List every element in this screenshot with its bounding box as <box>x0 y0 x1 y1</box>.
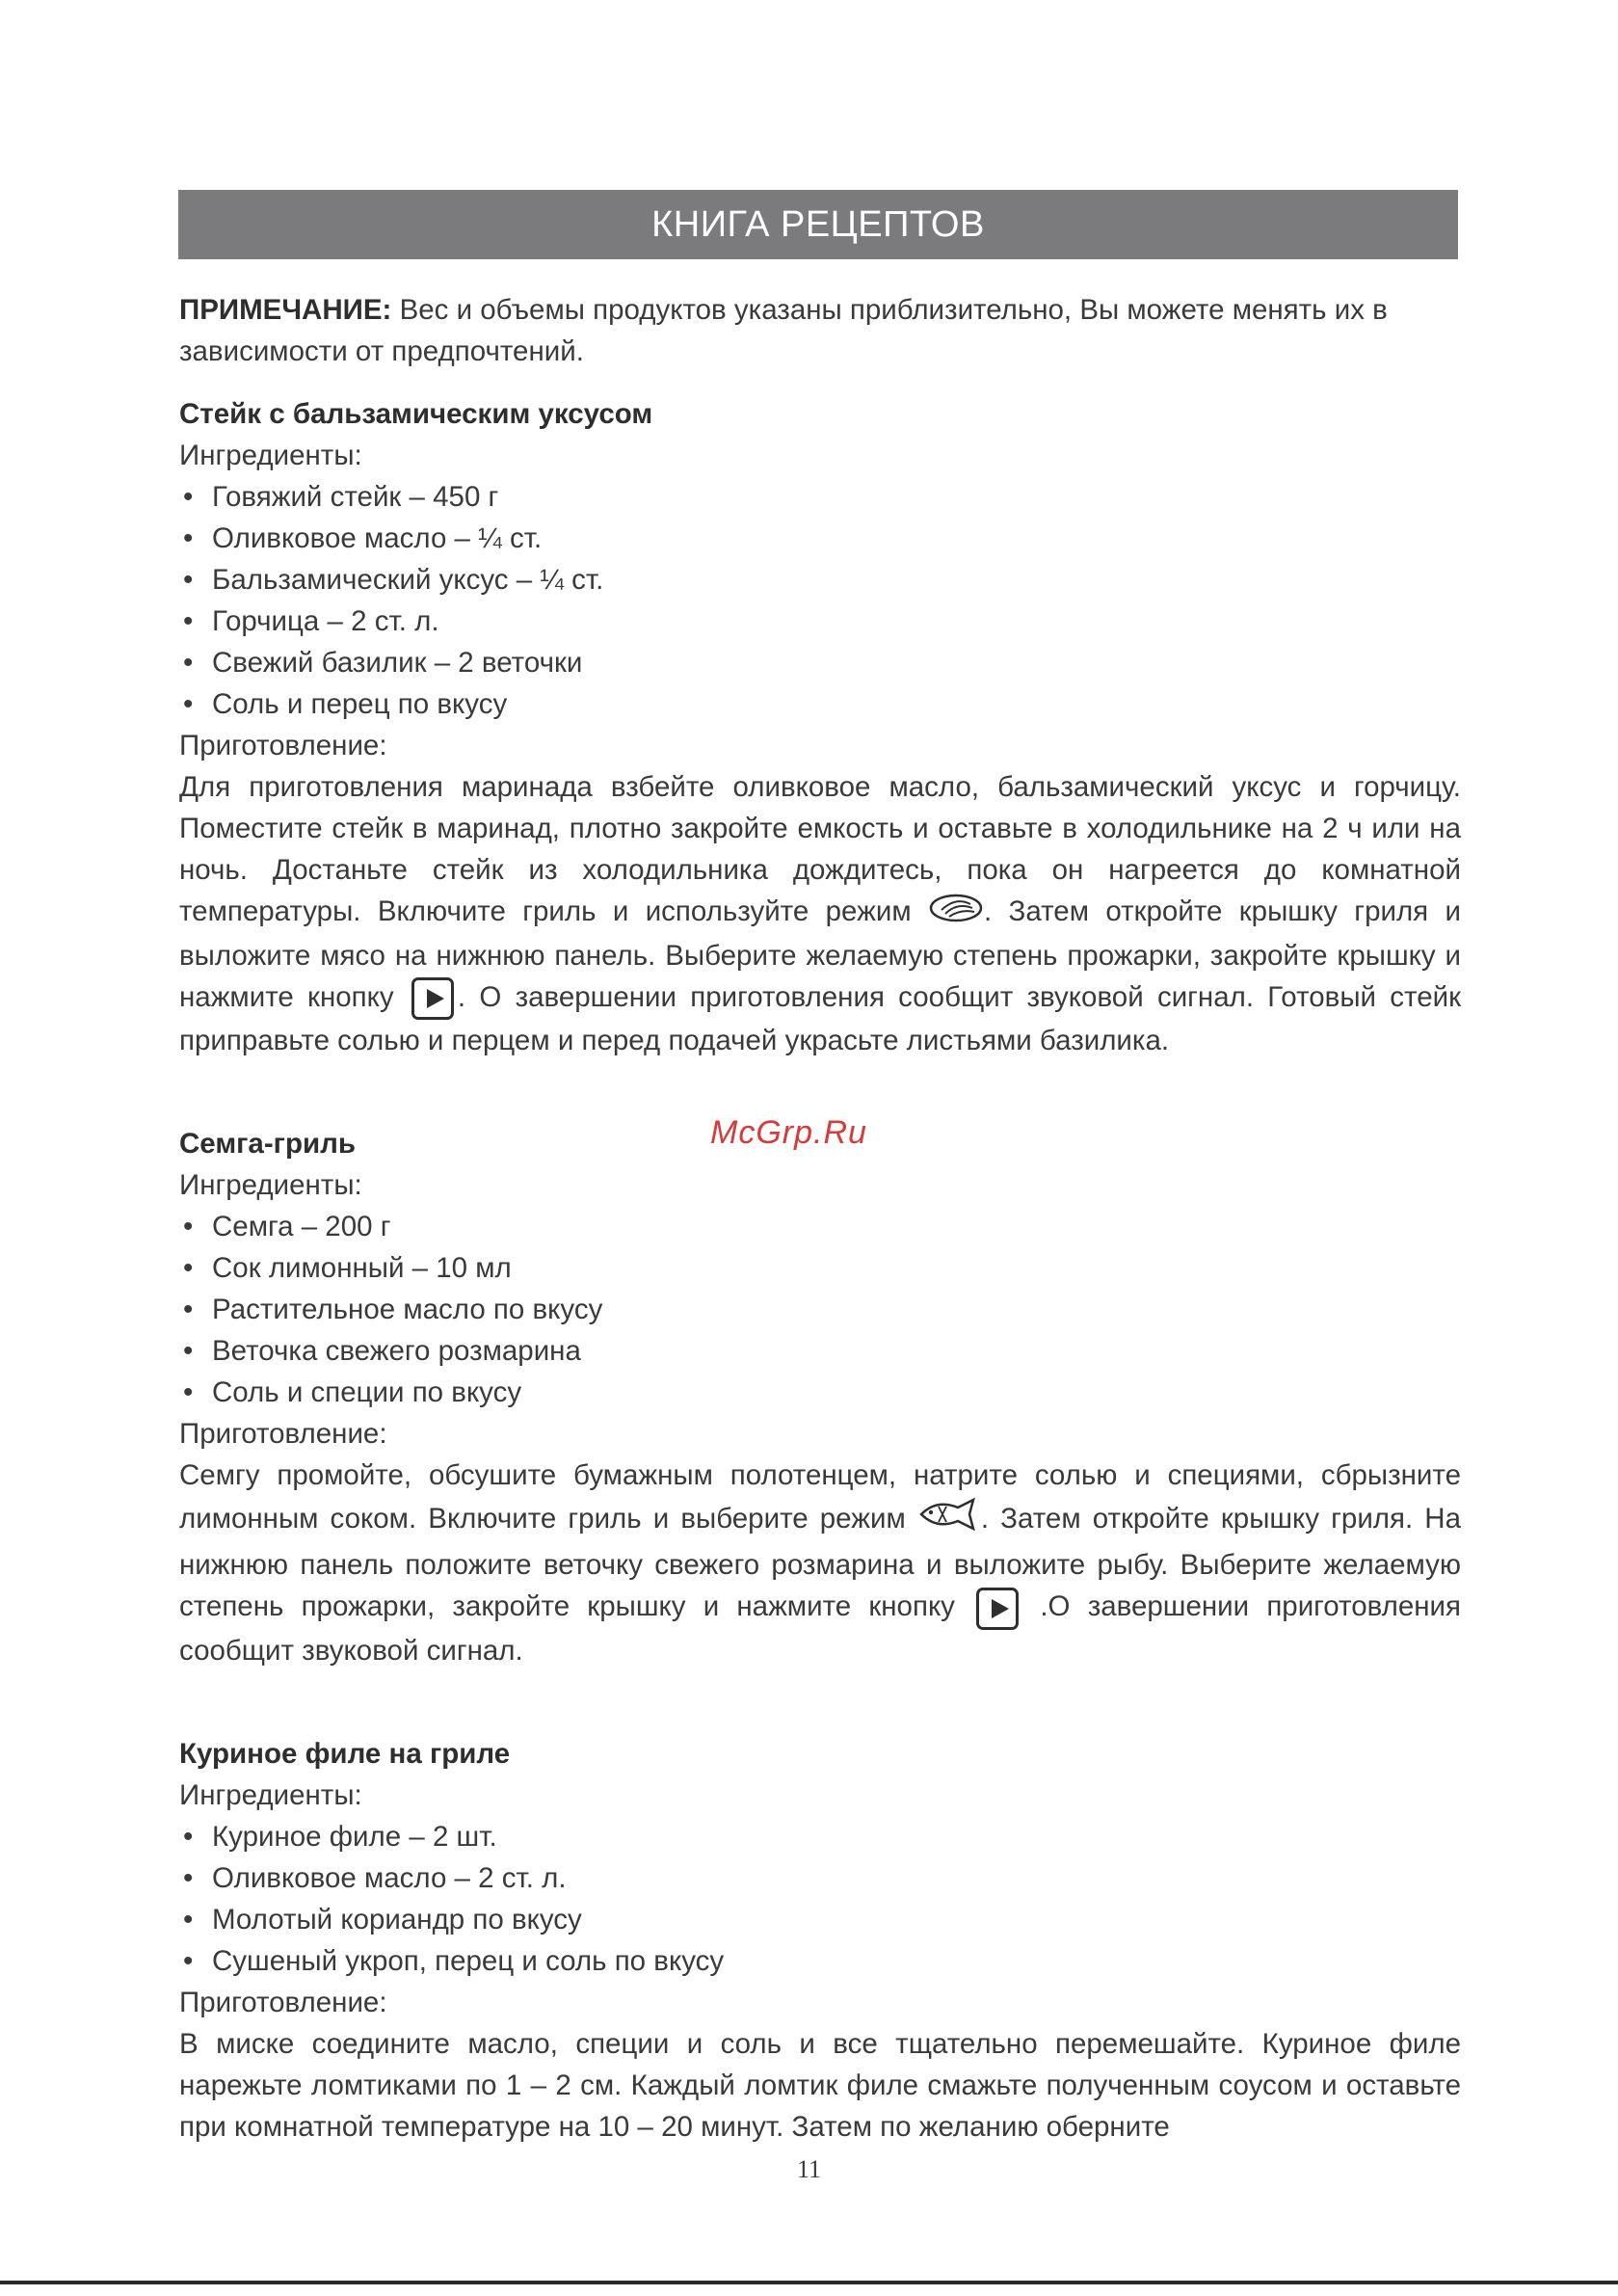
recipe-title: Стейк с бальзамическим уксусом <box>179 398 653 430</box>
recipe-content <box>179 289 1461 2148</box>
recipe-title: Семга-гриль <box>179 1128 356 1161</box>
prep-text-part: В миске соедините масло, специи и соль и все тщательно перемешайте. Куриное филе нарежьте ломтиками по 1 – 2 см. Каждый ломтик филе смажьте полученным соусом и оставьте при комнатной температуре на 10 – 20 минут. Затем по желанию оберните <box>179 2027 1461 2143</box>
list-item: • Молотый кориандр по вкусу <box>179 1899 1461 1940</box>
fish-icon <box>917 1496 981 1544</box>
recipe-title: Куриное филе на гриле <box>179 1737 511 1770</box>
prep-text-part: Семгу промойте, обсушите бумажным полотенцем, натрите солью и специями, сбрызните лимонным соком. Включите гриль и выберите режим <box>179 1459 1461 1535</box>
ingredients-list <box>179 476 1461 725</box>
prep-text-part: Для приготовления маринада взбейте оливковое масло, бальзамический уксус и горчицу. Поместите стейк в маринад, плотно закройте емкость и оставьте в холодильнике на 2 ч или на ночь. Достаньте стейк из холодильника дождитесь, пока он нагреется до комнатной температуры. Включите гриль и используйте режим <box>179 771 1461 927</box>
prep-text <box>179 2023 1461 2148</box>
ingredients-label: Ингредиенты: <box>179 1169 362 1202</box>
prep-text <box>179 766 1461 1061</box>
prep-text-part: . Затем откройте крышку гриля и выложите мясо на нижнюю панель. Выберите желаемую степень прожарки, закройте крышку и нажмите кнопку <box>179 895 1461 1014</box>
list-item: • Горчица – 2 ст. л. <box>179 601 1461 642</box>
list-item: • Веточка свежего розмарина <box>179 1330 1461 1372</box>
ingredients-label: Ингредиенты: <box>179 1778 362 1811</box>
prep-text <box>179 1455 1461 1670</box>
prep-label: Приготовление: <box>179 730 387 761</box>
list-item: • Семга – 200 г <box>179 1206 1461 1247</box>
recipe-steak <box>179 393 1461 1061</box>
recipe-salmon <box>179 1123 1461 1670</box>
list-item: • Куриное филе – 2 шт. <box>179 1816 1461 1857</box>
list-item: • Говяжий стейк – 450 г <box>179 476 1461 518</box>
page-title: КНИГА РЕЦЕПТОВ <box>651 204 985 245</box>
ingredients-list <box>179 1206 1461 1413</box>
list-item: • Бальзамический уксус – ¼ ст. <box>179 559 1461 601</box>
play-button-icon <box>976 1588 1019 1630</box>
page-number: 11 <box>796 2155 822 2183</box>
list-item: • Соль и перец по вкусу <box>179 683 1461 725</box>
list-item: • Оливковое масло – ¼ ст. <box>179 518 1461 559</box>
ingredients-label: Ингредиенты: <box>179 440 362 471</box>
list-item: • Сок лимонный – 10 мл <box>179 1247 1461 1289</box>
list-item: • Растительное масло по вкусу <box>179 1289 1461 1330</box>
prep-label: Приготовление: <box>179 1986 387 2018</box>
note-paragraph <box>179 289 1461 372</box>
note-label: ПРИМЕЧАНИЕ: <box>179 294 392 326</box>
prep-label: Приготовление: <box>179 1418 387 1451</box>
list-item: • Свежий базилик – 2 веточки <box>179 642 1461 683</box>
prep-text-part: . Затем откройте крышку гриля. На нижнюю панель положите веточку свежего розмарина и выложите рыбу. Выберите желаемую степень прожарки, закройте крышку и нажмите кнопку <box>179 1503 1461 1623</box>
list-item: • Соль и специи по вкусу <box>179 1372 1461 1413</box>
list-item: • Оливковое масло – 2 ст. л. <box>179 1857 1461 1899</box>
section-title-banner <box>178 190 1458 259</box>
prep-text-part: . О завершении приготовления сообщит звуковой сигнал. Готовый стейк приправьте солью и перцем и перед подачей украсьте листьями базилика. <box>179 981 1461 1057</box>
recipe-chicken <box>179 1733 1461 2148</box>
ingredients-list <box>179 1816 1461 1982</box>
play-button-icon <box>411 977 454 1020</box>
prep-text-part: .О завершении приготовления сообщит звуковой сигнал. <box>179 1590 1461 1667</box>
steak-icon <box>928 891 984 935</box>
list-item: • Сушеный укроп, перец и соль по вкусу <box>179 1940 1461 1982</box>
bottom-divider <box>0 2281 1618 2284</box>
watermark: McGrp.Ru <box>710 1114 867 1151</box>
note-text: Вес и объемы продуктов указаны приблизительно, Вы можете менять их в зависимости от предпочтений. <box>179 294 1388 367</box>
